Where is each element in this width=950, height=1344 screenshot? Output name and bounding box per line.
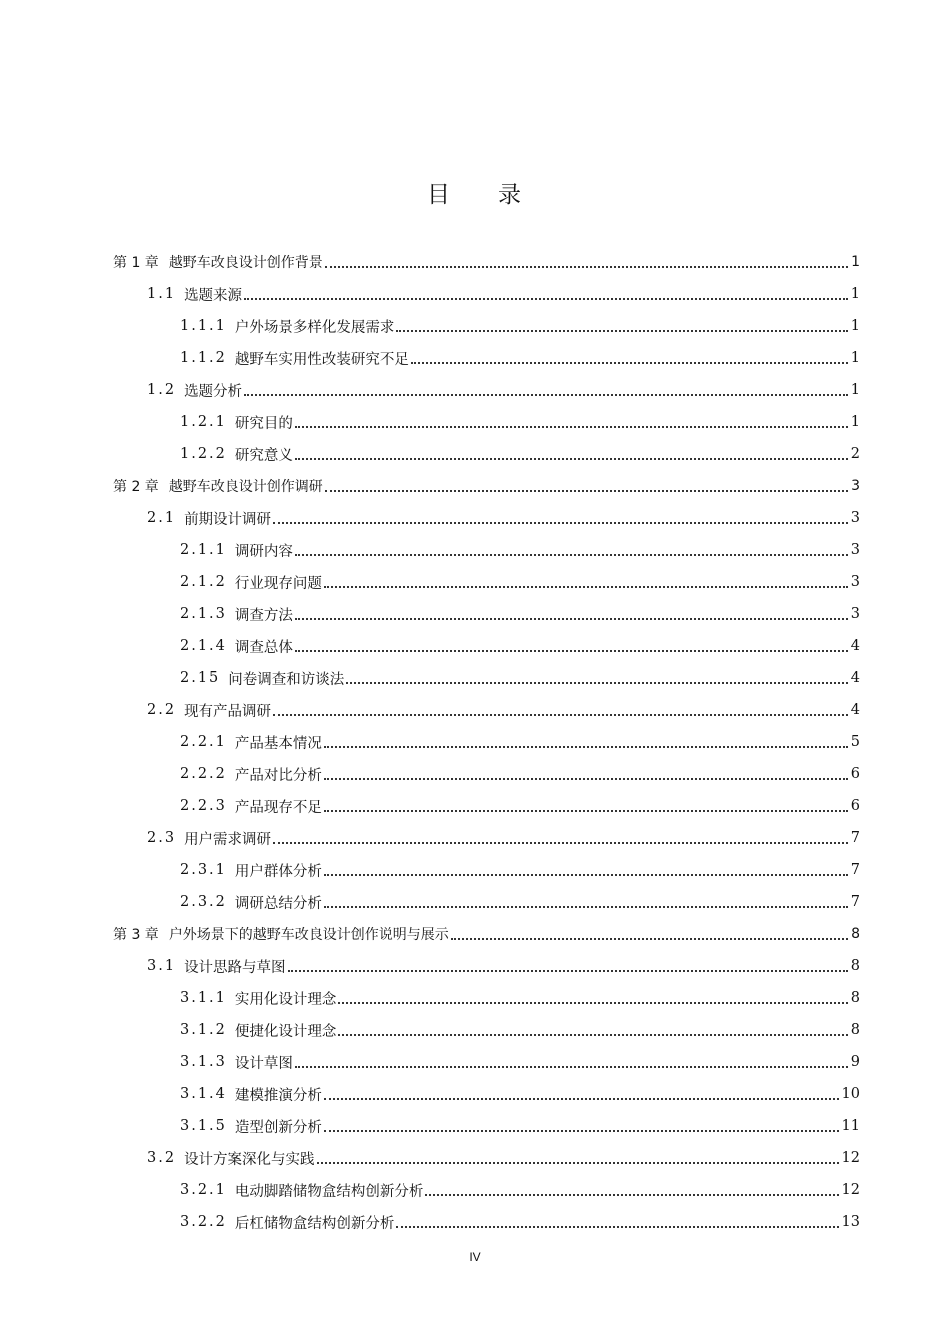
toc-entry[interactable] [0,1046,950,1078]
dot-leader [295,554,848,556]
dot-leader [324,746,848,748]
toc-entry-number: 2.1.3 [180,606,227,622]
toc-entry-number: 3.1 [147,958,177,974]
toc-entry-number: 3.2.2 [180,1214,227,1230]
toc-entry-title: 调查总体 [234,639,293,656]
toc-entry-page: 5 [850,734,860,750]
dot-leader [295,618,848,620]
toc-entry-number: 3.1.5 [180,1118,227,1134]
toc-entry-title: 户外场景下的越野车改良设计创作说明与展示 [168,927,449,943]
toc-entry-number: 2.1.1 [180,542,227,558]
toc-entry-page: 3 [850,510,860,526]
toc-entry-page: 1 [850,286,860,302]
dot-leader [325,266,848,268]
toc-entry[interactable] [0,566,950,598]
toc-entry[interactable] [0,1142,950,1174]
toc-entry-number: 1.1 [147,286,177,302]
toc-entry-page: 9 [850,1054,860,1070]
toc-entry-number: 1.1.2 [180,350,227,366]
toc-entry-number: 2.2.2 [180,766,227,782]
toc-entry-title: 实用化设计理念 [234,991,337,1008]
dot-leader [396,330,847,332]
toc-entry-page: 2 [850,446,860,462]
toc-entry-title: 产品基本情况 [234,735,322,752]
toc-entry-title: 户外场景多样化发展需求 [234,319,395,336]
toc-entry-title: 建模推演分析 [234,1087,322,1104]
toc-entry-number: 3.2.1 [180,1182,227,1198]
toc-entry-number: 3.2 [147,1150,177,1166]
toc-entry-page: 7 [850,894,860,910]
toc-entry-number: 3.1.4 [180,1086,227,1102]
toc-entry[interactable] [0,310,950,342]
toc-entry[interactable] [0,758,950,790]
page-number: IV [469,1250,481,1264]
dot-leader [273,714,848,716]
dot-leader [288,970,848,972]
toc-entry-number: 2.3.2 [180,894,227,910]
toc-entry-title: 调研总结分析 [234,895,322,912]
dot-leader [411,362,848,364]
dot-leader [425,1194,838,1196]
dot-leader [324,1098,839,1100]
dot-leader [324,810,848,812]
toc-entry-page: 8 [851,926,860,942]
dot-leader [324,778,848,780]
toc-entry-page: 8 [850,990,860,1006]
toc-entry-title: 电动脚踏储物盒结构创新分析 [234,1183,424,1200]
toc-entry-title: 便捷化设计理念 [234,1023,337,1040]
toc-entry[interactable] [0,278,950,310]
toc-entry-page: 13 [841,1214,860,1230]
toc-entry-number: 3.1.2 [180,1022,227,1038]
toc-entry-title: 现有产品调研 [184,703,272,720]
toc-entry[interactable] [0,1206,950,1238]
toc-title-left: 目 [427,182,452,208]
toc-entry-page: 7 [850,830,860,846]
dot-leader [295,458,848,460]
toc-entry-title: 研究目的 [234,415,293,432]
toc-entry-number: 2.15 [180,670,221,686]
toc-entry[interactable] [0,470,950,502]
toc-entry-page: 3 [850,574,860,590]
toc-entry-page: 10 [841,1086,860,1102]
dot-leader [295,650,848,652]
dot-leader [317,1162,839,1164]
toc-entry-page: 4 [850,702,860,718]
toc-entry-page: 3 [850,542,860,558]
toc-entry[interactable] [0,1078,950,1110]
toc-entry-title: 越野车改良设计创作调研 [168,479,323,495]
dot-leader [273,522,848,524]
toc-entry-number: 2.3 [147,830,177,846]
toc-entry[interactable] [0,1174,950,1206]
toc-entry[interactable] [0,406,950,438]
toc-entry[interactable] [0,502,950,534]
dot-leader [396,1226,838,1228]
toc-entry[interactable] [0,1110,950,1142]
toc-entry-title: 前期设计调研 [184,511,272,528]
toc-entry-number: 2.1.2 [180,574,227,590]
toc-entry-title: 选题分析 [184,383,243,400]
toc-entry-title: 行业现存问题 [234,575,322,592]
toc-entry-number: 2.2.1 [180,734,227,750]
toc-entry-number: 2.1 [147,510,177,526]
dot-leader [324,1130,839,1132]
toc-entry[interactable] [0,886,950,918]
toc-entry-number: 2.1.4 [180,638,227,654]
dot-leader [244,298,848,300]
toc-entry-title: 调研内容 [234,543,293,560]
toc-entry-title: 后杠储物盒结构创新分析 [234,1215,395,1232]
toc-entry[interactable] [0,950,950,982]
toc-entry-page: 7 [850,862,860,878]
toc-entry-number: 第 3 章 [113,927,159,943]
dot-leader [324,874,848,876]
toc-entry[interactable] [0,790,950,822]
dot-leader [273,842,848,844]
toc-entry-number: 2.3.1 [180,862,227,878]
toc-entry-page: 4 [850,670,860,686]
toc-entry[interactable] [0,246,950,278]
toc-entry-page: 8 [850,1022,860,1038]
table-of-contents [0,246,950,1238]
toc-entry-title: 调查方法 [234,607,293,624]
dot-leader [295,1066,848,1068]
toc-entry-page: 1 [851,254,860,270]
toc-entry-page: 4 [850,638,860,654]
toc-entry-page: 12 [841,1182,860,1198]
dot-leader [338,1002,847,1004]
dot-leader [325,490,848,492]
toc-entry[interactable] [0,374,950,406]
toc-entry-number: 2.2 [147,702,177,718]
dot-leader [451,938,848,940]
toc-entry-page: 3 [851,478,860,494]
toc-entry-title: 问卷调查和访谈法 [228,671,345,688]
toc-entry-title: 用户需求调研 [184,831,272,848]
toc-entry[interactable] [0,630,950,662]
toc-entry-page: 11 [841,1118,860,1134]
toc-entry-page: 6 [850,766,860,782]
toc-entry-title: 产品对比分析 [234,767,322,784]
toc-title [0,176,950,209]
toc-entry-page: 3 [850,606,860,622]
toc-entry-page: 1 [850,318,860,334]
toc-entry[interactable] [0,534,950,566]
dot-leader [346,682,847,684]
toc-title-right: 录 [498,182,523,208]
toc-entry-number: 第 1 章 [113,255,159,271]
toc-entry-page: 8 [850,958,860,974]
toc-entry-number: 1.1.1 [180,318,227,334]
toc-entry-number: 1.2.2 [180,446,227,462]
toc-entry-title: 设计草图 [234,1055,293,1072]
toc-entry-title: 造型创新分析 [234,1119,322,1136]
toc-entry[interactable] [0,918,950,950]
toc-entry-title: 选题来源 [184,287,243,304]
toc-entry-page: 1 [850,382,860,398]
toc-entry-page: 1 [850,414,860,430]
toc-entry-title: 研究意义 [234,447,293,464]
toc-entry-title: 用户群体分析 [234,863,322,880]
toc-entry-page: 12 [841,1150,860,1166]
toc-entry[interactable] [0,694,950,726]
toc-entry-page: 1 [850,350,860,366]
toc-entry-title: 设计方案深化与实践 [184,1151,315,1168]
toc-entry[interactable] [0,982,950,1014]
toc-entry[interactable] [0,1014,950,1046]
toc-entry-number: 3.1.1 [180,990,227,1006]
toc-entry-title: 产品现存不足 [234,799,322,816]
dot-leader [324,586,848,588]
toc-entry-number: 第 2 章 [113,479,159,495]
dot-leader [338,1034,847,1036]
toc-entry-number: 1.2 [147,382,177,398]
toc-entry-title: 越野车改良设计创作背景 [168,255,323,271]
toc-entry[interactable] [0,726,950,758]
toc-entry[interactable] [0,822,950,854]
toc-entry-title: 设计思路与草图 [184,959,286,976]
dot-leader [244,394,848,396]
toc-entry-page: 6 [850,798,860,814]
toc-entry-title: 越野车实用性改装研究不足 [234,351,409,368]
toc-entry[interactable] [0,342,950,374]
dot-leader [324,906,848,908]
dot-leader [295,426,848,428]
toc-entry-number: 3.1.3 [180,1054,227,1070]
toc-entry[interactable] [0,854,950,886]
toc-entry[interactable] [0,438,950,470]
toc-entry[interactable] [0,662,950,694]
toc-entry[interactable] [0,598,950,630]
toc-entry-number: 2.2.3 [180,798,227,814]
toc-entry-number: 1.2.1 [180,414,227,430]
